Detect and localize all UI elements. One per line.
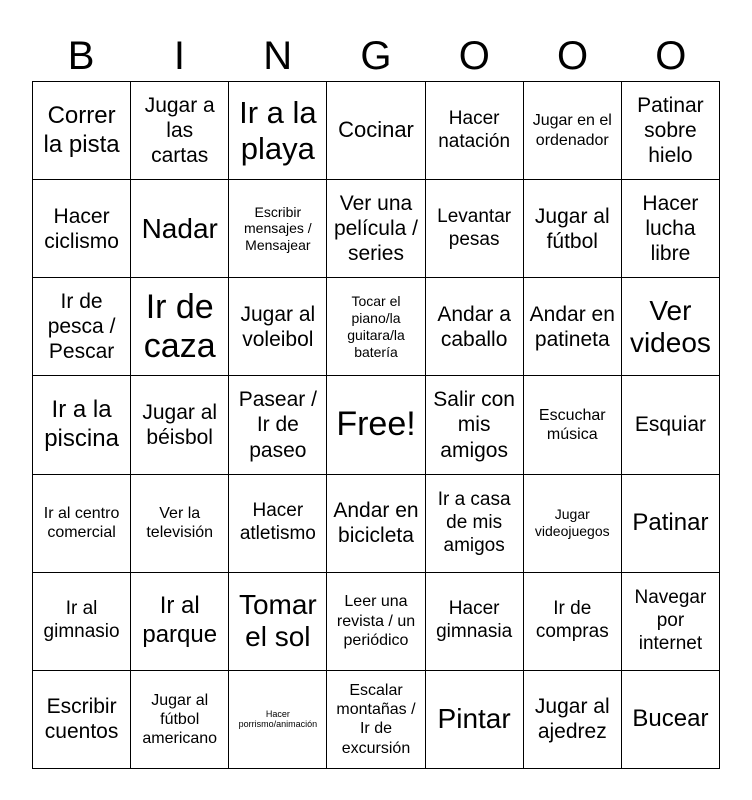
bingo-cell: Jugar al fútbol americano (131, 671, 229, 769)
bingo-cell: Bucear (622, 671, 720, 769)
bingo-cell: Hacer lucha libre (622, 180, 720, 278)
bingo-cell: Hacer porrismo/animación (229, 671, 327, 769)
bingo-cell: Cocinar (327, 82, 425, 180)
bingo-cell: Levantar pesas (426, 180, 524, 278)
bingo-cell: Esquiar (622, 376, 720, 474)
bingo-cell: Ir a la piscina (33, 376, 131, 474)
bingo-cell: Jugar al ajedrez (524, 671, 622, 769)
bingo-cell: Pasear / Ir de paseo (229, 376, 327, 474)
bingo-cell: Jugar al béisbol (131, 376, 229, 474)
bingo-cell: Hacer atletismo (229, 475, 327, 573)
bingo-cell: Jugar videojuegos (524, 475, 622, 573)
bingo-cell: Ir al parque (131, 573, 229, 671)
bingo-cell: Nadar (131, 180, 229, 278)
bingo-cell: Jugar al fútbol (524, 180, 622, 278)
bingo-cell: Patinar (622, 475, 720, 573)
bingo-cell: Andar en bicicleta (327, 475, 425, 573)
bingo-cell: Hacer gimnasia (426, 573, 524, 671)
bingo-cell: Leer una revista / un periódico (327, 573, 425, 671)
bingo-cell: Tomar el sol (229, 573, 327, 671)
bingo-cell: Escribir mensajes / Mensajear (229, 180, 327, 278)
bingo-cell: Ir de caza (131, 278, 229, 376)
bingo-cell: Ir a la playa (229, 82, 327, 180)
header-letter-6: O (556, 34, 589, 78)
bingo-cell: Hacer ciclismo (33, 180, 131, 278)
bingo-cell: Ir a casa de mis amigos (426, 475, 524, 573)
header-letter-3: N (263, 34, 293, 78)
bingo-cell: Ir de compras (524, 573, 622, 671)
bingo-cell: Andar en patineta (524, 278, 622, 376)
bingo-cell: Escribir cuentos (33, 671, 131, 769)
bingo-cell: Hacer natación (426, 82, 524, 180)
bingo-cell: Escuchar música (524, 376, 622, 474)
bingo-cell: Ver una película / series (327, 180, 425, 278)
bingo-cell: Patinar sobre hielo (622, 82, 720, 180)
bingo-cell: Ir al centro comercial (33, 475, 131, 573)
bingo-cell: Ver videos (622, 278, 720, 376)
header-letter-2: I (173, 34, 185, 78)
bingo-cell: Ir de pesca / Pescar (33, 278, 131, 376)
bingo-cell: Ir al gimnasio (33, 573, 131, 671)
header-letter-4: G (360, 34, 392, 78)
header-letter-7: O (655, 34, 687, 78)
bingo-cell: Jugar en el ordenador (524, 82, 622, 180)
bingo-grid (32, 81, 720, 769)
bingo-header (32, 30, 720, 82)
bingo-cell: Andar a caballo (426, 278, 524, 376)
bingo-cell: Navegar por internet (622, 573, 720, 671)
bingo-cell: Ver la televisión (131, 475, 229, 573)
bingo-cell: Jugar a las cartas (131, 82, 229, 180)
bingo-cell: Tocar el piano/la guitara/la batería (327, 278, 425, 376)
free-space: Free! (327, 376, 425, 474)
header-letter-5: O (458, 34, 490, 78)
bingo-cell: Escalar montañas / Ir de excursión (327, 671, 425, 769)
bingo-cell: Jugar al voleibol (229, 278, 327, 376)
bingo-cell: Correr la pista (33, 82, 131, 180)
bingo-cell: Pintar (426, 671, 524, 769)
bingo-cell: Salir con mis amigos (426, 376, 524, 474)
header-letter-1: B (67, 34, 95, 78)
